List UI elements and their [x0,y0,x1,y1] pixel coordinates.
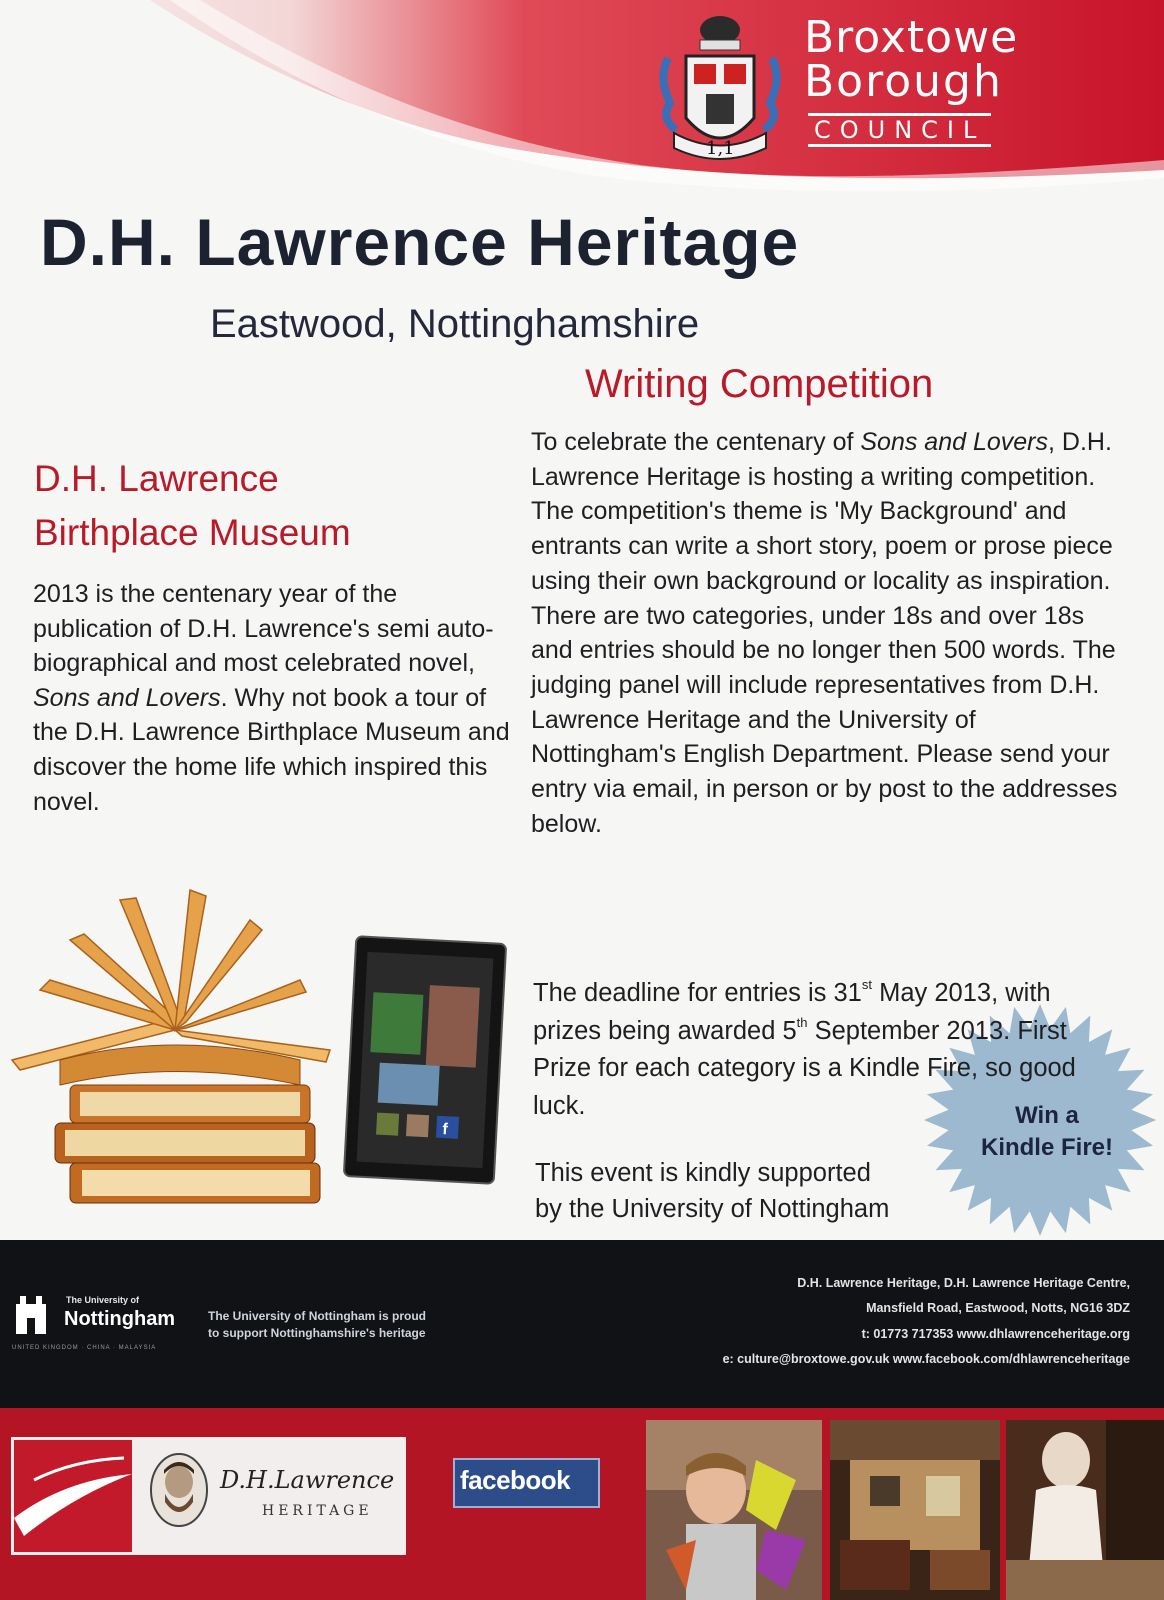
tablet-icon [340,935,510,1185]
council-name-line2: Borough [804,56,1003,107]
address-line: D.H. Lawrence Heritage, D.H. Lawrence Heritage Centre, [797,1276,1130,1290]
museum-heading [34,452,474,560]
photo-woman [1006,1420,1164,1600]
competition-intro-italic: Sons and Lovers [860,428,1048,456]
contact-phone-web[interactable]: t: 01773 717353 www.dhlawrenceheritage.org [861,1327,1130,1341]
museum-paragraph [33,577,513,819]
swoosh-icon [14,1440,132,1552]
contact-email-facebook[interactable]: e: culture@broxtowe.gov.uk www.facebook.com/dhlawrenceheritage [722,1352,1130,1366]
museum-text-italic: Sons and Lovers [33,683,221,712]
council-name-line3: COUNCIL [808,113,991,147]
svg-text:f: f [441,1121,449,1139]
competition-paragraph [531,425,1121,841]
museum-heading-line2: Birthplace Museum [34,512,351,553]
photo-room [830,1420,1000,1600]
competition-heading: Writing Competition [585,362,934,406]
heritage-signature: D.H.Lawrence [220,1466,395,1494]
museum-text-part2: . Why not book a tour of the D.H. Lawrence Birthplace Museum and discover the home life which inspired this novel. [33,683,510,816]
uon-small-label: The University of [66,1295,140,1305]
page-subtitle: Eastwood, Nottinghamshire [210,302,700,346]
museum-text-part1: 2013 is the centenary year of the publication of D.H. Lawrence's semi auto-biographical and most celebrated novel, [33,580,494,678]
open-books-icon [0,880,350,1210]
page-title: D.H. Lawrence Heritage [40,205,800,279]
council-crest-icon [650,8,790,168]
uon-campuses: UNITED KINGDOM · CHINA · MALAYSIA [12,1345,157,1351]
council-name-line1: Broxtowe [804,12,1019,63]
support-line2: by the University of Nottingham [535,1195,890,1223]
uon-name: Nottingham [64,1308,176,1330]
photo-child [646,1420,822,1600]
win-kindle-badge [962,1100,1132,1164]
address-line: Mansfield Road, Eastwood, Notts, NG16 3DZ [866,1301,1130,1315]
svg-text:1,1: 1,1 [706,138,735,159]
uon-support-line1: The University of Nottingham is proud [208,1309,427,1323]
deadline-text-a: The deadline for entries is 31 [533,979,862,1007]
deadline-sup-st: st [861,977,872,992]
uon-support-text [208,1308,498,1342]
deadline-text-b: May 2013, with prizes being awarded 5 [533,979,1051,1045]
museum-heading-line1: D.H. Lawrence [34,458,279,499]
badge-line2: Kindle Fire! [980,1134,1113,1161]
uon-support-line2: to support Nottinghamshire's heritage [208,1326,426,1340]
badge-line1: Win a [1015,1102,1079,1129]
support-paragraph [535,1155,975,1227]
deadline-text-c: September 2013. First Prize for each category is a Kindle Fire, so good luck. [533,1016,1076,1120]
competition-body: , D.H. Lawrence Heritage is hosting a writing competition. The competition's theme is 'My Background' and entrants can write a short story, poem or prose piece using their own background or locality as inspiration. There are two categories, under 18s and over 18s and entries should be no longer then 500 words. The judging panel will include representatives from D.H. Lawrence Heritage and the University of Nottingham's English Department. Please send your entry via email, in person or by post to the addresses below. [531,428,1118,838]
heritage-label: HERITAGE [262,1503,373,1519]
facebook-label[interactable]: facebook [460,1465,571,1495]
support-line1: This event is kindly supported [535,1159,871,1187]
portrait-icon [148,1450,210,1530]
deadline-sup-th: th [796,1014,808,1030]
competition-intro: To celebrate the centenary of [531,428,861,456]
